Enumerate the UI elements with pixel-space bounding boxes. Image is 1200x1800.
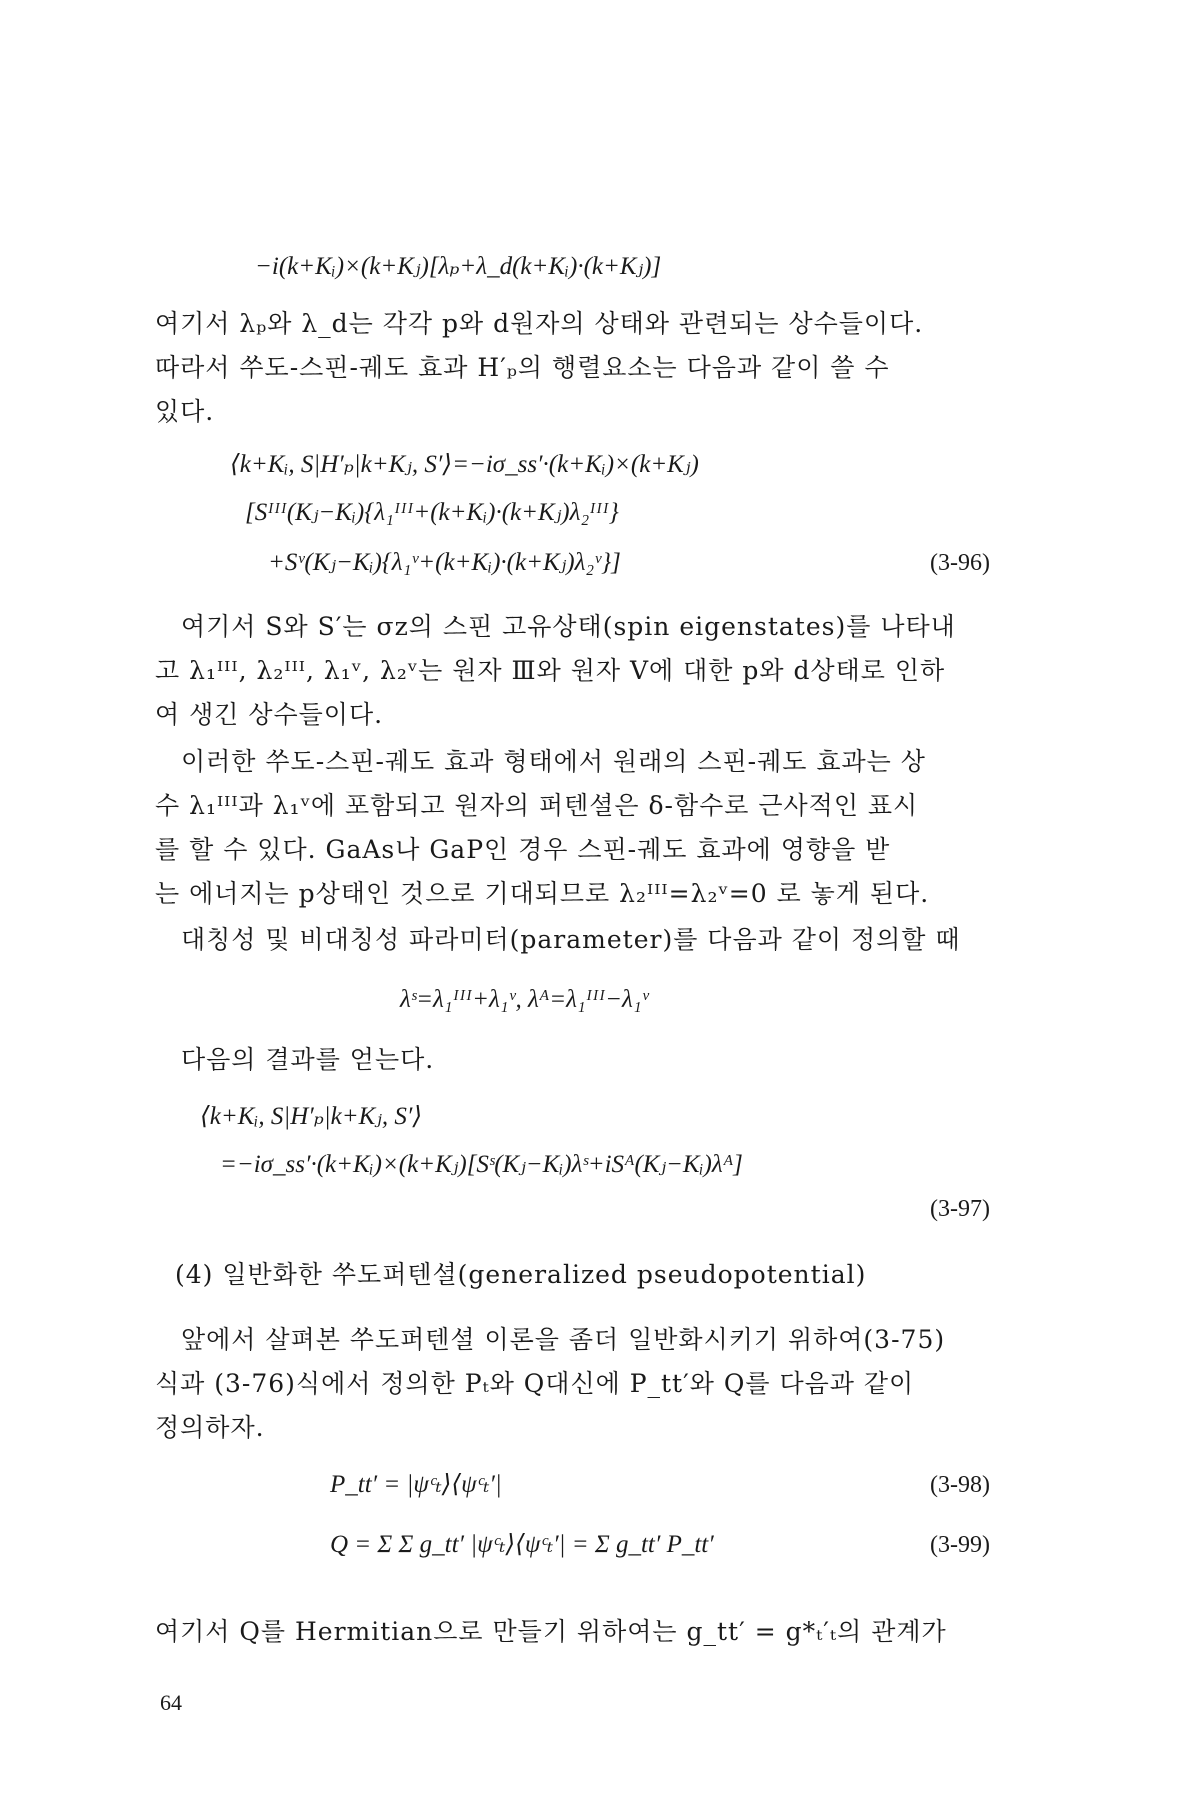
text-line: 여 생긴 상수들이다. <box>155 700 384 729</box>
equation-number-3-96: (3-96) <box>930 550 990 576</box>
equation-3-96-line-1: ⟨k+Kᵢ, S|H′ₚ|k+Kⱼ, S′⟩=−iσ_ss′·(k+Kᵢ)×(k+Kⱼ) <box>230 451 699 478</box>
paragraph-3 <box>155 740 1050 916</box>
text-line: 여기서 Q를 Hermitian으로 만들기 위하여는 g_tt′ = g*ₜ′ₜ의 관계가 <box>155 1617 947 1646</box>
text-line: 대칭성 및 비대칭성 파라미터(parameter)를 다음과 같이 정의할 때 <box>181 925 961 954</box>
equation-lambda-definitions: λˢ=λ₁ᴵᴵᴵ+λ₁ᵛ, λᴬ=λ₁ᴵᴵᴵ−λ₁ᵛ <box>400 986 649 1013</box>
text-line: 이러한 쑤도-스핀-궤도 효과 형태에서 원래의 스핀-궤도 효과는 상 <box>181 747 926 776</box>
text-line: 다음의 결과를 얻는다. <box>181 1045 435 1074</box>
paragraph-1 <box>155 302 1050 434</box>
text-line: 있다. <box>155 397 215 426</box>
equation-number-3-99: (3-99) <box>930 1532 990 1558</box>
text-line: 는 에너지는 p상태인 것으로 기대되므로 λ₂ᴵᴵᴵ=λ₂ᵛ=0 로 놓게 된다. <box>155 879 930 908</box>
text-line: 수 λ₁ᴵᴵᴵ과 λ₁ᵛ에 포함되고 원자의 퍼텐셜은 δ-함수로 근사적인 표시 <box>155 791 919 820</box>
text-line: 따라서 쑤도-스핀-궤도 효과 H′ₚ의 행렬요소는 다음과 같이 쓸 수 <box>155 353 890 382</box>
equation-number-3-98: (3-98) <box>930 1472 990 1498</box>
equation-top: −i(k+Kᵢ)×(k+Kⱼ)[λₚ+λ_d(k+Kᵢ)·(k+Kⱼ)] <box>255 253 662 280</box>
paragraph-6 <box>155 1318 1050 1450</box>
section-heading: (4) 일반화한 쑤도퍼텐셜(generalized pseudopotential) <box>175 1260 867 1289</box>
equation-3-98: P_tt′ = |ψᶜₜ⟩⟨ψᶜₜ′| <box>330 1471 502 1498</box>
paragraph-7 <box>155 1610 1050 1654</box>
equation-3-97-line-2: =−iσ_ss′·(k+Kᵢ)×(k+Kⱼ)[Sˢ(Kⱼ−Kᵢ)λˢ+iSᴬ(Kⱼ−Kᵢ)λᴬ] <box>220 1151 743 1178</box>
text-line: 정의하자. <box>155 1413 265 1442</box>
equation-3-96-line-2: [Sᴵᴵᴵ(Kⱼ−Kᵢ){λ₁ᴵᴵᴵ+(k+Kᵢ)·(k+Kⱼ)λ₂ᴵᴵᴵ} <box>245 499 619 526</box>
equation-number-3-97: (3-97) <box>930 1196 990 1222</box>
equation-3-97-line-1: ⟨k+Kᵢ, S|H′ₚ|k+Kⱼ, S′⟩ <box>200 1103 423 1130</box>
paragraph-2 <box>155 605 1050 737</box>
paragraph-4 <box>155 918 1050 962</box>
text-line: 고 λ₁ᴵᴵᴵ, λ₂ᴵᴵᴵ, λ₁ᵛ, λ₂ᵛ는 원자 Ⅲ와 원자 V에 대한 p와 d상태로 인하 <box>155 656 946 685</box>
page-number: 64 <box>160 1690 182 1715</box>
equation-3-99: Q = Σ Σ g_tt′ |ψᶜₜ⟩⟨ψᶜₜ′| = Σ g_tt′ P_tt′ <box>330 1531 714 1558</box>
equation-3-96-line-3: +Sᵛ(Kⱼ−Kᵢ){λ₁ᵛ+(k+Kᵢ)·(k+Kⱼ)λ₂ᵛ}] <box>268 549 621 576</box>
paragraph-5 <box>155 1038 1050 1082</box>
text-line: 여기서 S와 S′는 σz의 스핀 고유상태(spin eigenstates)를 나타내 <box>181 612 956 641</box>
text-line: 앞에서 살펴본 쑤도퍼텐셜 이론을 좀더 일반화시키기 위하여(3-75) <box>181 1325 946 1354</box>
text-line: 식과 (3-76)식에서 정의한 Pₜ와 Q대신에 P_tt′와 Q를 다음과 같이 <box>155 1369 915 1398</box>
text-line: 를 할 수 있다. GaAs나 GaP인 경우 스핀-궤도 효과에 영향을 받 <box>155 835 891 864</box>
text-line: 여기서 λₚ와 λ_d는 각각 p와 d원자의 상태와 관련되는 상수들이다. <box>155 309 924 338</box>
